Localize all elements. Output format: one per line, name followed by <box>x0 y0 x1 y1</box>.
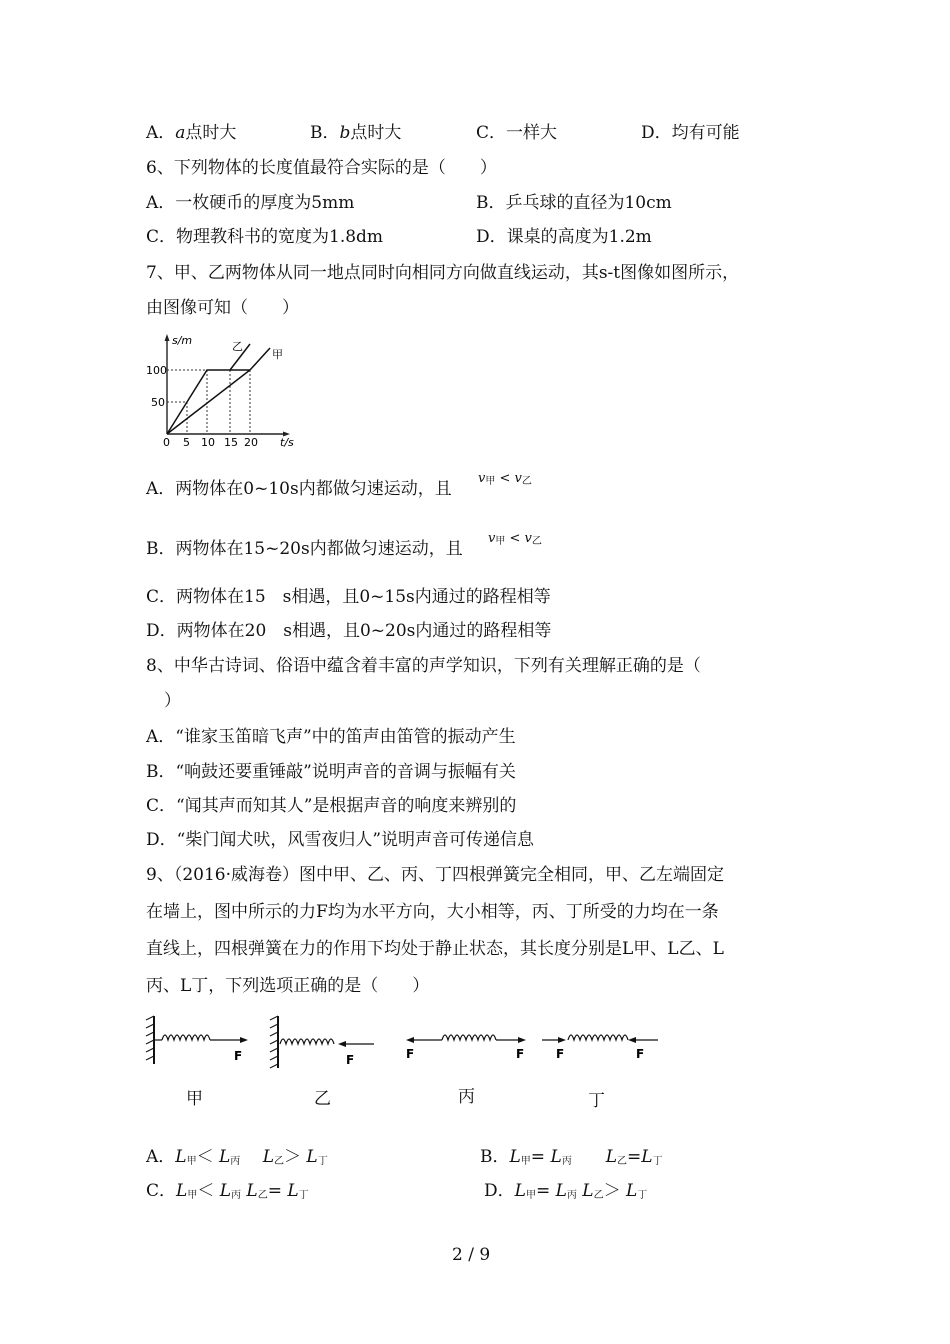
spring-label-bing: 丙 <box>458 1087 475 1107</box>
q5-option-a-label: A． <box>146 123 176 143</box>
sub-bing: 丙 <box>231 1190 242 1201</box>
q5-option-b <box>310 122 401 144</box>
sym-lt: ＜ <box>197 1181 215 1201</box>
force-ding-right-head <box>628 1037 636 1043</box>
sym-L: L <box>176 1181 188 1201</box>
q8-option-b: B．“响鼓还要重锤敲”说明声音的音调与振幅有关 <box>146 762 516 782</box>
q8-stem-line2: ） <box>164 691 181 711</box>
q9-stem-line1: 9、（2016·威海卷）图中甲、乙、丙、丁四根弹簧完全相同，甲、乙左端固定 <box>146 865 724 885</box>
q7-option-b <box>146 538 463 560</box>
q9-option-c-label: C． <box>146 1181 177 1201</box>
sub-yi: 乙 <box>617 1156 628 1167</box>
spring-label-ding: 丁 <box>588 1091 605 1111</box>
sub-yi: 乙 <box>593 1190 604 1201</box>
sym-L: L <box>626 1181 638 1201</box>
q8-option-c: C．“闻其声而知其人”是根据声音的响度来辨别的 <box>146 796 517 816</box>
formula-v2: v <box>524 531 532 546</box>
wall-jia-hatch <box>146 1016 154 1060</box>
sym-L: L <box>550 1147 562 1167</box>
sub-bing: 丙 <box>561 1156 572 1167</box>
sym-L: L <box>262 1147 274 1167</box>
q5-option-b-var: b <box>339 123 351 143</box>
q5-option-a-text: 点时大 <box>185 123 237 143</box>
sym-eq: = <box>530 1147 546 1167</box>
formula-lt: < <box>499 471 511 486</box>
spring-label-jia: 甲 <box>186 1089 203 1109</box>
sym-eq: = <box>267 1181 282 1201</box>
q5-options <box>146 122 236 144</box>
page-number: 2 / 9 <box>452 1245 491 1265</box>
q6-stem: 6、下列物体的长度值最符合实际的是（ ） <box>146 158 497 178</box>
q9-option-a <box>146 1146 328 1173</box>
sub-yi: 乙 <box>257 1190 268 1201</box>
q7-option-a-formula <box>478 468 532 493</box>
q9-stem-line3: 直线上，四根弹簧在力的作用下均处于静止状态，其长度分别是L甲、L乙、L <box>146 939 724 959</box>
q8-option-d: D．“柴门闻犬吠，风雪夜归人”说明声音可传递信息 <box>146 830 535 850</box>
y-axis-label: s/m <box>172 334 193 347</box>
y-axis-arrow <box>165 334 170 341</box>
force-ding-left-head <box>558 1037 566 1043</box>
force-bing-right-head <box>518 1037 526 1043</box>
q7-st-graph <box>140 330 305 450</box>
sym-L: L <box>514 1181 526 1201</box>
q5-option-a-var: a <box>175 123 186 143</box>
force-ding-left-label: F <box>556 1047 565 1061</box>
q9-option-b <box>480 1146 663 1173</box>
formula-v2: v <box>514 471 522 486</box>
q7-stem-line2: 由图像可知（ ） <box>146 298 299 318</box>
force-yi-head <box>338 1041 346 1047</box>
spring-bing <box>406 1035 526 1061</box>
sub-jia: 甲 <box>525 1190 536 1201</box>
sym-eq: = <box>627 1147 642 1167</box>
q7-option-b-text: B．两物体在15~20s内都做匀速运动，且 <box>146 539 463 559</box>
formula-yi: 乙 <box>521 476 532 487</box>
sub-ding: 丁 <box>298 1190 309 1201</box>
force-bing-right-label: F <box>516 1047 525 1061</box>
q9-option-d-label: D． <box>484 1181 515 1201</box>
q5-option-b-label: B． <box>310 123 340 143</box>
series-jia-line <box>167 348 270 434</box>
sym-L: L <box>582 1181 594 1201</box>
series-yi-label: 乙 <box>232 340 243 353</box>
x-tick-10: 10 <box>201 436 215 449</box>
series-jia-label: 甲 <box>272 348 283 361</box>
q7-stem-line1: 7、甲、乙两物体从同一地点同时向相同方向做直线运动，其s-t图像如图所示， <box>146 263 740 283</box>
sub-bing: 丙 <box>230 1156 241 1167</box>
formula-jia: 甲 <box>495 536 506 547</box>
sub-jia: 甲 <box>187 1190 198 1201</box>
q9-option-b-label: B． <box>480 1147 510 1167</box>
sym-gt: ＞ <box>283 1147 301 1167</box>
sym-L: L <box>605 1147 618 1167</box>
q9-stem-line2: 在墙上，图中所示的力F均为水平方向，大小相等，丙、丁所受的力均在一条 <box>146 902 719 922</box>
q9-stem-line4: 丙、L丁，下列选项正确的是（ ） <box>146 976 430 996</box>
spring-ding-coil <box>568 1035 628 1040</box>
sub-ding: 丁 <box>317 1156 328 1167</box>
q6-option-a: A．一枚硬币的厚度为5mm <box>146 193 355 213</box>
x-tick-5: 5 <box>183 436 190 449</box>
sym-lt: ＜ <box>196 1147 214 1167</box>
sym-L: L <box>175 1147 187 1167</box>
sub-yi: 乙 <box>273 1156 284 1167</box>
sub-ding: 丁 <box>652 1156 663 1167</box>
q9-option-c <box>146 1180 309 1207</box>
formula-yi: 乙 <box>531 536 542 547</box>
force-jia-label: F <box>234 1049 243 1063</box>
formula-jia: 甲 <box>485 476 496 487</box>
sub-bing: 丙 <box>566 1190 577 1201</box>
force-bing-left-label: F <box>406 1047 415 1061</box>
sym-eq: = <box>535 1181 551 1201</box>
formula-lt: < <box>509 531 521 546</box>
y-tick-50: 50 <box>151 396 165 409</box>
sym-L: L <box>218 1147 231 1167</box>
sym-L: L <box>246 1181 258 1201</box>
q5-option-b-text: 点时大 <box>350 123 402 143</box>
q7-option-a <box>146 478 452 500</box>
spring-label-yi: 乙 <box>314 1089 331 1109</box>
sym-L: L <box>641 1147 653 1167</box>
q6-option-c: C．物理教科书的宽度为1.8dm <box>146 227 384 247</box>
force-ding-right-label: F <box>636 1047 645 1061</box>
q5-option-c: C．一样大 <box>476 123 558 143</box>
spring-jia-coil <box>162 1035 210 1040</box>
q6-option-b: B．乒乓球的直径为10cm <box>476 193 672 213</box>
spring-yi <box>270 1016 374 1068</box>
sub-ding: 丁 <box>637 1190 648 1201</box>
q9-option-a-label: A． <box>146 1147 176 1167</box>
x-axis-label: t/s <box>280 436 294 449</box>
q7-option-a-text: A．两物体在0~10s内都做匀速运动，且 <box>146 479 452 499</box>
q5-option-d: D．均有可能 <box>641 123 740 143</box>
x-tick-20: 20 <box>244 436 258 449</box>
x-tick-0: 0 <box>163 436 170 449</box>
sym-L: L <box>219 1181 232 1201</box>
q8-option-a: A．“谁家玉笛暗飞声”中的笛声由笛管的振动产生 <box>146 727 516 747</box>
wall-yi-hatch <box>270 1016 278 1068</box>
sym-L: L <box>509 1147 521 1167</box>
q8-stem-line1: 8、中华古诗词、俗语中蕴含着丰富的声学知识，下列有关理解正确的是（ <box>146 656 701 676</box>
spring-yi-coil <box>280 1039 334 1044</box>
sym-L: L <box>306 1147 318 1167</box>
q7-option-b-formula <box>488 528 542 553</box>
q6-option-d: D．课桌的高度为1.2m <box>476 227 652 247</box>
force-yi-label: F <box>346 1053 355 1067</box>
formula-v: v <box>488 531 496 546</box>
spring-ding <box>542 1035 658 1061</box>
spring-jia <box>146 1016 248 1064</box>
sym-L: L <box>555 1181 567 1201</box>
sym-gt: ＞ <box>603 1181 621 1201</box>
spring-bing-coil <box>442 1035 496 1040</box>
sub-jia: 甲 <box>520 1156 531 1167</box>
q7-option-c: C．两物体在15 s相遇，且0~15s内通过的路程相等 <box>146 587 551 607</box>
formula-v: v <box>478 471 486 486</box>
force-bing-left-head <box>406 1037 414 1043</box>
q9-option-d <box>484 1180 647 1207</box>
sym-L: L <box>287 1181 299 1201</box>
y-tick-100: 100 <box>146 364 167 377</box>
q9-springs-figure <box>140 1010 680 1080</box>
force-jia-head <box>240 1037 248 1043</box>
x-tick-15: 15 <box>224 436 238 449</box>
sub-jia: 甲 <box>186 1156 197 1167</box>
q7-option-d: D．两物体在20 s相遇，且0~20s内通过的路程相等 <box>146 621 552 641</box>
